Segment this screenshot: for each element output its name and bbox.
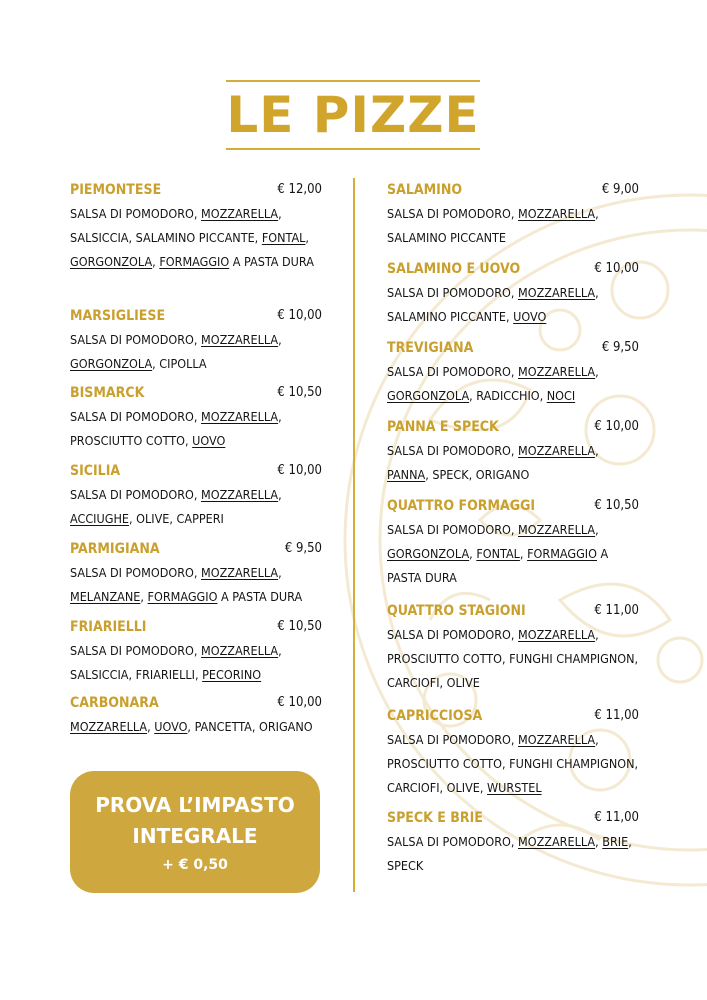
menu-item-header — [387, 704, 639, 728]
ingredient-text: , — [469, 546, 477, 561]
promo-title-line1: PROVA L’IMPASTO — [95, 793, 295, 817]
ingredient-text: SALSA DI POMODORO, — [70, 487, 202, 502]
pizza-name: SICILIA — [70, 463, 121, 479]
menu-item — [387, 599, 639, 695]
ingredient-highlight: FONTAL — [261, 230, 306, 245]
ingredient-highlight: UOVO — [154, 719, 188, 734]
menu-item-header — [70, 178, 322, 202]
ingredient-text: , SALAMINO PICCANTE — [387, 206, 599, 245]
menu-item-header — [387, 494, 639, 518]
ingredient-text: A PASTA DURA — [387, 546, 609, 585]
pizza-ingredients — [70, 561, 322, 609]
pizza-ingredients — [387, 830, 639, 878]
pizza-price: € 9,50 — [284, 541, 322, 556]
ingredient-highlight: MOZZARELLA — [201, 206, 279, 221]
pizza-name: QUATTRO STAGIONI — [387, 603, 526, 619]
pizza-name: PIEMONTESE — [70, 182, 162, 198]
pizza-name: SALAMINO E UOVO — [387, 261, 521, 277]
ingredient-text: , — [595, 834, 603, 849]
pizza-name: FRIARIELLI — [70, 619, 147, 635]
ingredient-highlight: MOZZARELLA — [518, 285, 596, 300]
ingredient-highlight: WURSTEL — [487, 780, 542, 795]
promo-price: + € 0,50 — [162, 857, 228, 873]
pizza-price: € 9,00 — [601, 182, 639, 197]
menu-header — [226, 80, 480, 150]
menu-item — [387, 806, 639, 878]
ingredient-text: , — [595, 522, 599, 537]
ingredient-text: A PASTA DURA — [217, 589, 303, 604]
ingredient-text: , SALAMINO PICCANTE, — [387, 285, 599, 324]
pizza-price: € 10,00 — [277, 463, 322, 478]
ingredient-highlight: GORGONZOLA — [70, 254, 153, 269]
pizza-price: € 11,00 — [594, 810, 639, 825]
ingredient-highlight: ACCIUGHE — [70, 511, 130, 526]
ingredient-highlight: MOZZARELLA — [518, 627, 596, 642]
ingredient-text: , — [519, 546, 528, 561]
ingredient-text: , — [278, 332, 282, 347]
ingredient-highlight: MOZZARELLA — [518, 364, 596, 379]
ingredient-highlight: GORGONZOLA — [387, 388, 470, 403]
pizza-price: € 10,50 — [277, 385, 322, 400]
menu-item-header — [70, 459, 322, 483]
ingredient-text: , — [595, 364, 599, 379]
ingredient-text: SALSA DI POMODORO, — [70, 565, 202, 580]
pizza-name: SALAMINO — [387, 182, 463, 198]
column-divider — [353, 178, 355, 892]
menu-item-header — [387, 415, 639, 439]
menu-item — [387, 415, 639, 487]
ingredient-highlight: PANNA — [387, 467, 426, 482]
ingredient-highlight: PECORINO — [202, 667, 262, 682]
ingredient-highlight: UOVO — [513, 309, 547, 324]
ingredient-text: SALSA DI POMODORO, — [70, 643, 202, 658]
ingredient-highlight: MOZZARELLA — [201, 487, 279, 502]
ingredient-text: , SPECK, ORIGANO — [425, 467, 530, 482]
ingredient-highlight: MOZZARELLA — [518, 206, 596, 221]
ingredient-text: SALSA DI POMODORO, — [70, 332, 202, 347]
ingredient-text: , PROSCIUTTO COTTO, FUNGHI CHAMPIGNON, CARCIOFI, OLIVE, — [387, 732, 639, 795]
ingredient-highlight: UOVO — [192, 433, 226, 448]
pizza-price: € 10,50 — [594, 498, 639, 513]
ingredient-highlight: GORGONZOLA — [387, 546, 470, 561]
pizza-price: € 10,00 — [594, 261, 639, 276]
pizza-price: € 9,50 — [601, 340, 639, 355]
menu-item-header — [70, 304, 322, 328]
menu-item-header — [70, 615, 322, 639]
ingredient-text: A PASTA DURA — [229, 254, 314, 269]
menu-item — [387, 336, 639, 408]
pizza-name: SPECK E BRIE — [387, 810, 483, 826]
pizza-ingredients — [70, 639, 322, 687]
menu-item — [387, 494, 639, 590]
ingredient-text: , — [595, 443, 599, 458]
pizza-ingredients — [70, 405, 322, 453]
ingredient-text: SALSA DI POMODORO, — [387, 522, 519, 537]
menu-item — [70, 459, 322, 531]
ingredient-highlight: MOZZARELLA — [518, 522, 596, 537]
menu-item-header — [70, 537, 322, 561]
ingredient-text: SALSA DI POMODORO, — [387, 732, 519, 747]
menu-item-header — [70, 381, 322, 405]
promo-title — [70, 771, 320, 852]
ingredient-highlight: FORMAGGIO — [159, 254, 230, 269]
pizza-ingredients — [70, 328, 322, 376]
pizza-price: € 11,00 — [594, 603, 639, 618]
integral-dough-promo — [70, 771, 320, 893]
ingredient-text: , PANCETTA, ORIGANO — [187, 719, 313, 734]
ingredient-text: , — [278, 565, 282, 580]
ingredient-highlight: FONTAL — [476, 546, 520, 561]
ingredient-text: SALSA DI POMODORO, — [387, 206, 519, 221]
ingredient-text: SALSA DI POMODORO, — [387, 443, 519, 458]
ingredient-text: SALSA DI POMODORO, — [387, 285, 519, 300]
pizza-name: BISMARCK — [70, 385, 145, 401]
ingredient-text: SALSA DI POMODORO, — [70, 409, 202, 424]
menu-item — [387, 257, 639, 329]
menu-item-header — [387, 806, 639, 830]
ingredient-highlight: GORGONZOLA — [70, 356, 153, 371]
menu-item — [70, 537, 322, 609]
pizza-ingredients — [387, 202, 639, 250]
pizza-ingredients — [387, 281, 639, 329]
ingredient-highlight: MOZZARELLA — [201, 409, 279, 424]
ingredient-highlight: MELANZANE — [70, 589, 141, 604]
pizza-name: CARBONARA — [70, 695, 159, 711]
ingredient-highlight: MOZZARELLA — [201, 643, 279, 658]
title-bottom-rule — [226, 148, 480, 150]
menu-item — [70, 304, 322, 376]
pizza-name: PANNA E SPECK — [387, 419, 499, 435]
ingredient-text: , SPECK — [387, 834, 632, 873]
ingredient-highlight: MOZZARELLA — [518, 732, 596, 747]
pizza-name: TREVIGIANA — [387, 340, 474, 356]
ingredient-text: , — [147, 719, 155, 734]
ingredient-highlight: MOZZARELLA — [518, 443, 596, 458]
ingredient-highlight: MOZZARELLA — [201, 332, 279, 347]
pizza-price: € 12,00 — [277, 182, 322, 197]
pizza-ingredients — [70, 202, 322, 274]
pizza-price: € 10,00 — [277, 308, 322, 323]
ingredient-highlight: NOCI — [546, 388, 576, 403]
ingredient-text: , PROSCIUTTO COTTO, — [70, 409, 282, 448]
ingredient-text: , — [305, 230, 309, 245]
menu-item-header — [387, 257, 639, 281]
menu-item — [70, 381, 322, 453]
ingredient-highlight: FORMAGGIO — [147, 589, 218, 604]
menu-item — [387, 704, 639, 800]
menu-item-header — [70, 691, 322, 715]
ingredient-text: SALSA DI POMODORO, — [387, 834, 519, 849]
ingredient-text: , CIPOLLA — [152, 356, 207, 371]
ingredient-text: , RADICCHIO, — [469, 388, 547, 403]
ingredient-text: , SALSICCIA, FRIARIELLI, — [70, 643, 282, 682]
promo-title-line2: INTEGRALE — [132, 824, 258, 848]
pizza-ingredients — [70, 715, 322, 739]
pizza-ingredients — [70, 483, 322, 531]
menu-item-header — [387, 599, 639, 623]
menu-item — [70, 615, 322, 687]
pizza-ingredients — [387, 623, 639, 695]
pizza-name: PARMIGIANA — [70, 541, 160, 557]
ingredient-text: , OLIVE, CAPPERI — [129, 511, 224, 526]
ingredient-text: , — [152, 254, 160, 269]
page-title: LE PIZZE — [226, 86, 480, 144]
menu-item-header — [387, 178, 639, 202]
ingredient-highlight: BRIE — [602, 834, 629, 849]
menu-item-header — [387, 336, 639, 360]
ingredient-text: SALSA DI POMODORO, — [387, 364, 519, 379]
pizza-ingredients — [387, 518, 639, 590]
pizza-name: CAPRICCIOSA — [387, 708, 483, 724]
ingredient-highlight: MOZZARELLA — [518, 834, 596, 849]
ingredient-text: SALSA DI POMODORO, — [387, 627, 519, 642]
ingredient-text: , SALSICCIA, SALAMINO PICCANTE, — [70, 206, 282, 245]
pizza-ingredients — [387, 360, 639, 408]
menu-item — [70, 178, 322, 274]
pizza-name: QUATTRO FORMAGGI — [387, 498, 536, 514]
ingredient-text: , — [278, 487, 282, 502]
ingredient-highlight: FORMAGGIO — [527, 546, 597, 561]
ingredient-text: , PROSCIUTTO COTTO, FUNGHI CHAMPIGNON, CARCIOFI, OLIVE — [387, 627, 639, 690]
ingredient-text: SALSA DI POMODORO, — [70, 206, 202, 221]
pizza-price: € 11,00 — [594, 708, 639, 723]
title-top-rule — [226, 80, 480, 82]
pizza-price: € 10,00 — [594, 419, 639, 434]
menu-item — [387, 178, 639, 250]
pizza-price: € 10,50 — [277, 619, 322, 634]
menu-item — [70, 691, 322, 739]
pizza-price: € 10,00 — [277, 695, 322, 710]
pizza-ingredients — [387, 439, 639, 487]
ingredient-highlight: MOZZARELLA — [70, 719, 148, 734]
ingredient-highlight: MOZZARELLA — [201, 565, 279, 580]
pizza-ingredients — [387, 728, 639, 800]
pizza-name: MARSIGLIESE — [70, 308, 166, 324]
ingredient-text: , — [140, 589, 148, 604]
